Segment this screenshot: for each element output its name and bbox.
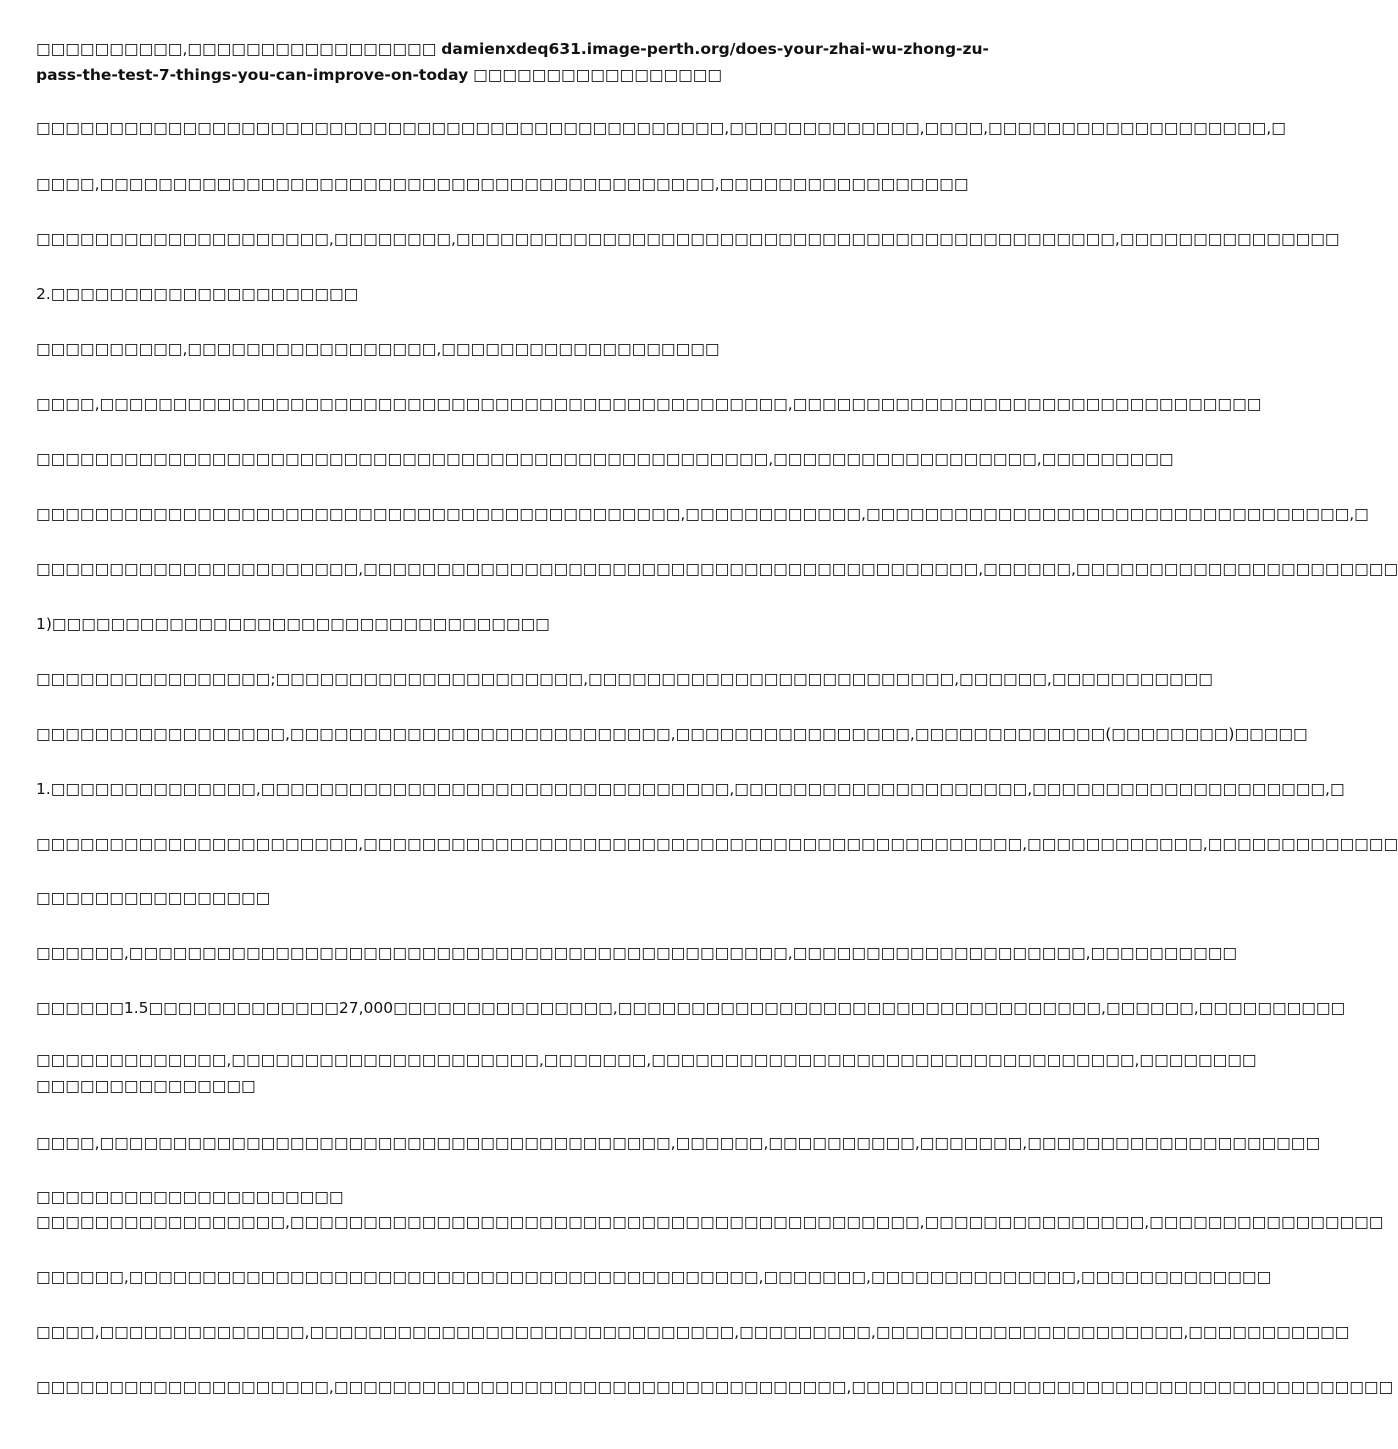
paragraph: □□□□,□□□□□□□□□□□□□□□□□□□□□□□□□□□□□□□□□□□□□□□□□□,□□□□□□□□□□□□□□□□□	[36, 175, 969, 193]
paragraph: □□□□□□,□□□□□□□□□□□□□□□□□□□□□□□□□□□□□□□□□□□□□□□□□□□,□□□□□□□,□□□□□□□□□□□□□□,□□□□□□□□□□□□□	[36, 1268, 1272, 1286]
paragraph-text: □□□□□□□□□□□□□□□□□	[468, 66, 723, 84]
paragraph: □□□□□□□□□□□□□□□□□□□□□□,□□□□□□□□□□□□□□□□□□□□□□□□□□□□□□□□□□□□□□□□□□,□□□□□□,□□□□□□□□□□□□□□□□□□□□□□	[36, 560, 1398, 578]
subheading: □□□□□□□□□□□□□□□□□□□□□	[36, 1188, 344, 1206]
paragraph: □□□□□□,□□□□□□□□□□□□□□□□□□□□□□□□□□□□□□□□□□□□□□□□□□□□□,□□□□□□□□□□□□□□□□□□□□,□□□□□□□□□□	[36, 944, 1238, 962]
paragraph-intro	[36, 36, 990, 88]
paragraph: 1.□□□□□□□□□□□□□□,□□□□□□□□□□□□□□□□□□□□□□□□□□□□□□□□,□□□□□□□□□□□□□□□□□□□□,□□□□□□□□□□□□□□□□□□□□,□	[36, 780, 1345, 798]
paragraph: □□□□□□□□□□□□□□□□□□□□□□□□□□□□□□□□□□□□□□□□□□□□□□□,□□□□□□□□□□□□□,□□□□,□□□□□□□□□□□□□□□□□□□,□	[36, 119, 1286, 137]
paragraph: □□□□,□□□□□□□□□□□□□□,□□□□□□□□□□□□□□□□□□□□□□□□□□□□□,□□□□□□□□□,□□□□□□□□□□□□□□□□□□□□□,□□□□□□□□□□□	[36, 1323, 1350, 1341]
article-link[interactable]: damienxdeq631.image-perth.org/does-your-zhai-wu-zhong-zu-pass-the-test-7-things-you-can-improve-on-today	[36, 40, 989, 84]
paragraph: □□□□□□□□□□□□□□□□□□□□,□□□□□□□□,□□□□□□□□□□□□□□□□□□□□□□□□□□□□□□□□□□□□□□□□□□□□□,□□□□□□□□□□□□□□□	[36, 230, 1340, 248]
paragraph: □□□□□□□□□□,□□□□□□□□□□□□□□□□□,□□□□□□□□□□□□□□□□□□□	[36, 340, 720, 358]
paragraph: □□□□□□1.5□□□□□□□□□□□□□27,000□□□□□□□□□□□□□□□,□□□□□□□□□□□□□□□□□□□□□□□□□□□□□□□□□,□□□□□□,□□□□□□□□□□	[36, 999, 1346, 1017]
paragraph: □□□□□□□□□□□□□,□□□□□□□□□□□□□□□□□□□□□,□□□□□□□,□□□□□□□□□□□□□□□□□□□□□□□□□□□□□□□□□,□□□□□□□□ □□□□□□□□□□□□□□□	[36, 1051, 1257, 1095]
paragraph-text: □□□□□□□□□□,□□□□□□□□□□□□□□□□□	[36, 40, 442, 58]
section-heading: 2.□□□□□□□□□□□□□□□□□□□□□	[36, 285, 359, 303]
paragraph: □□□□□□□□□□□□□□□□□□□□,□□□□□□□□□□□□□□□□□□□□□□□□□□□□□□□□□□□,□□□□□□□□□□□□□□□□□□□□□□□□□□□□□□□□□□□□□	[36, 1378, 1394, 1396]
paragraph: □□□□□□□□□□□□□□□□□□□□□□,□□□□□□□□□□□□□□□□□□□□□□□□□□□□□□□□□□□□□□□□□□□□□,□□□□□□□□□□□□,□□□□□□□□□□□□□	[36, 835, 1398, 853]
subheading: □□□□□□□□□□□□□□□□	[36, 889, 271, 907]
paragraph: □□□□□□□□□□□□□□□□□□□□□□□□□□□□□□□□□□□□□□□□□□□□,□□□□□□□□□□□□,□□□□□□□□□□□□□□□□□□□□□□□□□□□□□□□□□,□	[36, 505, 1369, 523]
paragraph: □□□□□□□□□□□□□□□□□,□□□□□□□□□□□□□□□□□□□□□□□□□□,□□□□□□□□□□□□□□□□,□□□□□□□□□□□□□(□□□□□□□□)□□□□□	[36, 725, 1308, 743]
paragraph: □□□□□□□□□□□□□□□□□,□□□□□□□□□□□□□□□□□□□□□□□□□□□□□□□□□□□□□□□□□□□,□□□□□□□□□□□□□□□,□□□□□□□□□□□□□□□□	[36, 1213, 1384, 1231]
paragraph: □□□□□□□□□□□□□□□□□□□□□□□□□□□□□□□□□□□□□□□□□□□□□□□□□□,□□□□□□□□□□□□□□□□□□,□□□□□□□□□	[36, 450, 1174, 468]
paragraph: □□□□,□□□□□□□□□□□□□□□□□□□□□□□□□□□□□□□□□□□□□□□□□□□□□□□,□□□□□□□□□□□□□□□□□□□□□□□□□□□□□□□□	[36, 395, 1262, 413]
list-heading: 1)□□□□□□□□□□□□□□□□□□□□□□□□□□□□□□□□□□	[36, 615, 550, 633]
document-body	[36, 0, 1398, 1449]
paragraph: □□□□□□□□□□□□□□□□;□□□□□□□□□□□□□□□□□□□□□,□□□□□□□□□□□□□□□□□□□□□□□□□,□□□□□□,□□□□□□□□□□□	[36, 670, 1213, 688]
paragraph: □□□□,□□□□□□□□□□□□□□□□□□□□□□□□□□□□□□□□□□□□□□□,□□□□□□,□□□□□□□□□□,□□□□□□□,□□□□□□□□□□□□□□□□□□□□	[36, 1134, 1321, 1152]
